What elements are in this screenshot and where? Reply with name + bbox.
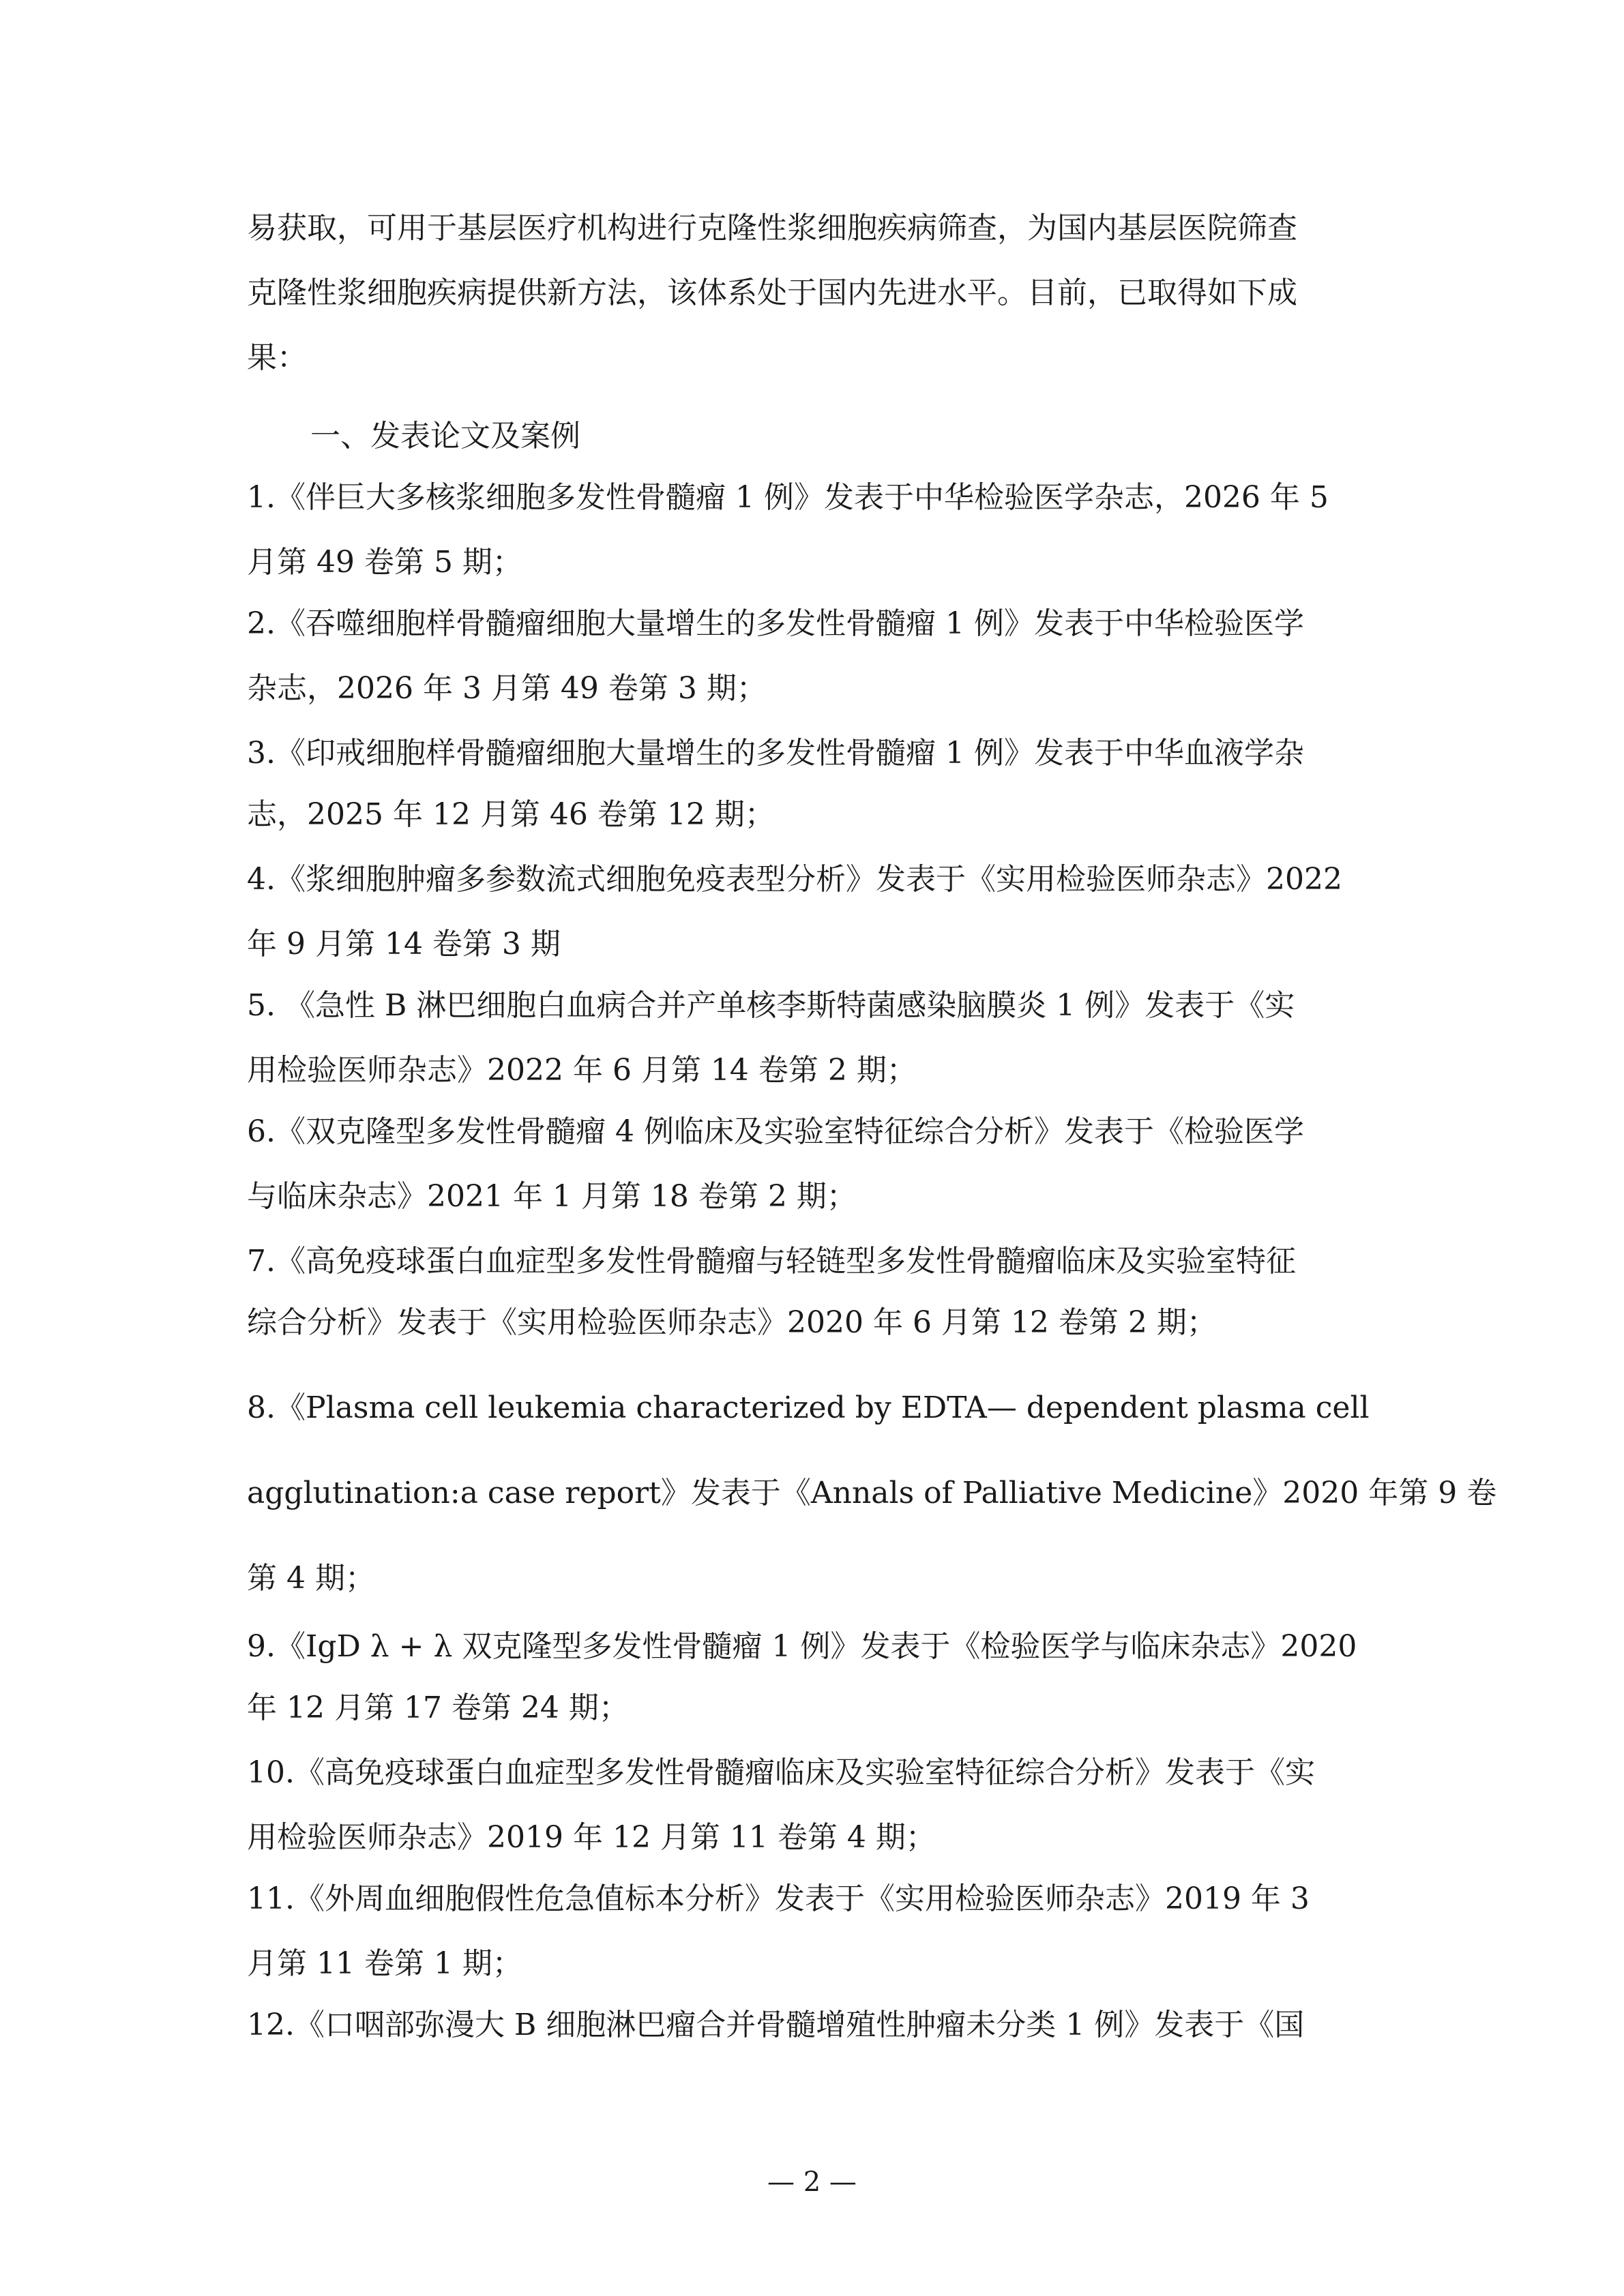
reference-line: agglutination:a case report》发表于《Annals of Palliative Medicine》2020 年第 9 卷	[247, 1476, 1497, 1510]
reference-line: 2.《吞噬细胞样骨髓瘤细胞大量增生的多发性骨髓瘤 1 例》发表于中华检验医学	[247, 606, 1304, 641]
reference-line: 6.《双克隆型多发性骨髓瘤 4 例临床及实验室特征综合分析》发表于《检验医学	[247, 1114, 1304, 1149]
intro-line: 果：	[247, 340, 307, 375]
reference-line: 3.《印戒细胞样骨髓瘤细胞大量增生的多发性骨髓瘤 1 例》发表于中华血液学杂	[247, 736, 1304, 771]
reference-line: 8.《Plasma cell leukemia characterized by EDTA— dependent plasma cell	[247, 1390, 1370, 1425]
reference-line: 用检验医师杂志》2022 年 6 月第 14 卷第 2 期；	[247, 1053, 917, 1088]
intro-line: 易获取，可用于基层医疗机构进行克隆性浆细胞疾病筛查，为国内基层医院筛查	[247, 211, 1297, 245]
page-number: — 2 —	[767, 2166, 857, 2198]
reference-line: 综合分析》发表于《实用检验医师杂志》2020 年 6 月第 12 卷第 2 期；	[247, 1305, 1217, 1340]
reference-line: 第 4 期；	[247, 1561, 375, 1596]
reference-line: 志，2025 年 12 月第 46 卷第 12 期；	[247, 797, 775, 832]
reference-line: 用检验医师杂志》2019 年 12 月第 11 卷第 4 期；	[247, 1820, 936, 1855]
reference-line: 11.《外周血细胞假性危急值标本分析》发表于《实用检验医师杂志》2019 年 3	[247, 1881, 1310, 1916]
reference-line: 月第 11 卷第 1 期；	[247, 1946, 522, 1981]
reference-line: 7.《高免疫球蛋白血症型多发性骨髓瘤与轻链型多发性骨髓瘤临床及实验室特征	[247, 1244, 1296, 1279]
reference-line: 12.《口咽部弥漫大 B 细胞淋巴瘤合并骨髓增殖性肿瘤未分类 1 例》发表于《国	[247, 2008, 1305, 2042]
reference-line: 4.《浆细胞肿瘤多参数流式细胞免疫表型分析》发表于《实用检验医师杂志》2022	[247, 862, 1342, 897]
reference-line: 10.《高免疫球蛋白血症型多发性骨髓瘤临床及实验室特征综合分析》发表于《实	[247, 1755, 1315, 1790]
reference-line: 与临床杂志》2021 年 1 月第 18 卷第 2 期；	[247, 1179, 857, 1214]
reference-line: 年 9 月第 14 卷第 3 期	[247, 927, 561, 961]
reference-line: 杂志，2026 年 3 月第 49 卷第 3 期；	[247, 671, 767, 706]
section-heading: 一、发表论文及案例	[310, 419, 580, 453]
reference-line: 5. 《急性 B 淋巴细胞白血病合并产单核李斯特菌感染脑膜炎 1 例》发表于《实	[247, 988, 1295, 1023]
reference-line: 1.《伴巨大多核浆细胞多发性骨髓瘤 1 例》发表于中华检验医学杂志，2026 年 5	[247, 480, 1329, 515]
reference-line: 月第 49 卷第 5 期；	[247, 545, 522, 580]
reference-line: 年 12 月第 17 卷第 24 期；	[247, 1690, 629, 1725]
reference-line: 9.《IgD λ + λ 双克隆型多发性骨髓瘤 1 例》发表于《检验医学与临床杂志》2020	[247, 1629, 1357, 1664]
intro-line: 克隆性浆细胞疾病提供新方法，该体系处于国内先进水平。目前，已取得如下成	[247, 275, 1297, 310]
